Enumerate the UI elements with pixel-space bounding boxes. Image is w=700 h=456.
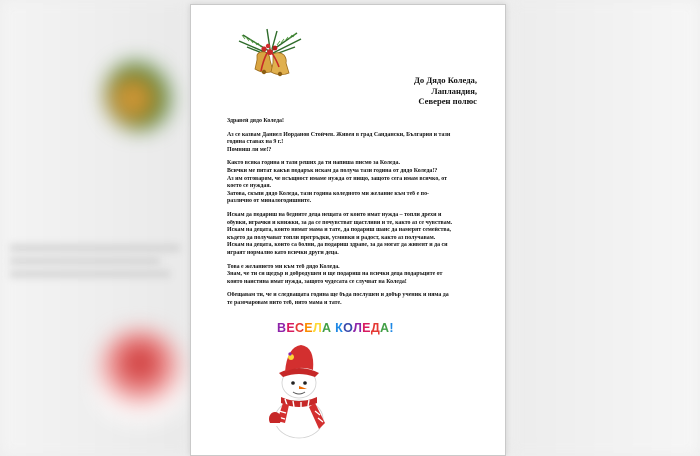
letter-line: Обещавам ти, че и следващата година ще бъда послушен и добър ученик и няма да: [227, 292, 449, 299]
letter-paragraph: [227, 160, 483, 206]
letter-line: обувки, играчки и книжки, за да се почувстват щастливи и те, както аз се чувствам.: [227, 219, 453, 226]
letter-line: година ставах на 9 г.!: [227, 139, 284, 146]
address-line: Лапландия,: [431, 85, 477, 96]
background-snowman-blur: [95, 330, 185, 440]
letter-line: Аз се казвам Даниел Йорданов Стойчев. Живея в град Сандански, България и тази: [227, 131, 451, 138]
letter-line: Аз им отговарям, че всъщност имаме нужда от нищо, защото сега имам всичко, от: [227, 175, 447, 182]
banner-letter: Л: [353, 321, 363, 335]
letter-body: [227, 118, 483, 313]
banner-letter: А: [322, 321, 332, 335]
letter-line: играят нормално като всички други деца.: [227, 249, 339, 256]
letter-line: Това е желанието ми към теб дядо Коледа.: [227, 263, 340, 270]
background-text-line: [10, 258, 160, 264]
banner-letter: Е: [304, 321, 313, 335]
address-line: До Дядо Коледа,: [413, 75, 477, 85]
banner-letter: Е: [362, 321, 371, 335]
banner-letter: А: [380, 321, 390, 335]
letter-paragraph: [227, 292, 483, 307]
banner-letter: !: [389, 321, 394, 335]
merry-christmas-banner: [277, 321, 397, 339]
letter-line: Знам, че ти си щедър и добродушен и ще подариш на всички деца подаръците от: [227, 271, 443, 278]
letter-line: Искам на децата, които нямат мама и тате, да подариш шанс да намерят семейства,: [227, 227, 451, 234]
letter-paragraph: [227, 264, 483, 287]
letter-line: където да получават топли прегръдки, усмивки и радост, както аз получавам.: [227, 234, 436, 241]
letter-line: Както всяка година и тази реших да ти напиша писмо за Коледа.: [227, 160, 400, 167]
letter-page: [190, 4, 506, 456]
banner-letter: Е: [286, 321, 295, 335]
letter-line: което се нуждая.: [227, 183, 272, 190]
banner-letter: Д: [370, 321, 381, 335]
background-document-right: [508, 0, 700, 456]
letter-line: различно от миналогодишните.: [227, 198, 312, 205]
letter-paragraph: [227, 118, 483, 126]
letter-line: Искам на децата, които са болни, да подариш здраве, за да могат да живеят и да си: [227, 242, 448, 249]
letter-line: Искам да подариш на бедните деца нещата от които имат нужда – топли дрехи и: [227, 211, 442, 218]
address-line: Северен полюс: [418, 96, 477, 106]
background-text-line: [10, 271, 170, 277]
banner-letter: Л: [312, 321, 323, 335]
letter-line: Затова, скъпи дядо Коледа, тази година коледното ми желание към теб е по-: [227, 190, 429, 197]
snowman-icon: [263, 339, 335, 439]
background-bells-blur: [105, 60, 175, 130]
background-text-line: [10, 245, 180, 251]
banner-letter: В: [277, 321, 287, 335]
banner-letter: С: [294, 321, 305, 335]
letter-line: Всички ме питат какъв подарък искам да получа тази година от дядо Коледа!?: [227, 167, 438, 174]
letter-line: Здравей дядо Коледа!: [227, 118, 284, 124]
letter-paragraph: [227, 212, 483, 258]
banner-letter: К: [335, 321, 344, 335]
recipient-address: [414, 75, 477, 107]
letter-line: Помниш ли ме!?: [227, 146, 272, 153]
letter-paragraph: [227, 132, 483, 155]
banner-letter: О: [343, 321, 354, 335]
christmas-bells-icon: [237, 27, 303, 85]
letter-line: те разочаровам нито теб, нито мама и тате.: [227, 299, 342, 306]
letter-line: които наистина имат нужда, защото чудесата се случват на Коледа!: [227, 278, 407, 285]
